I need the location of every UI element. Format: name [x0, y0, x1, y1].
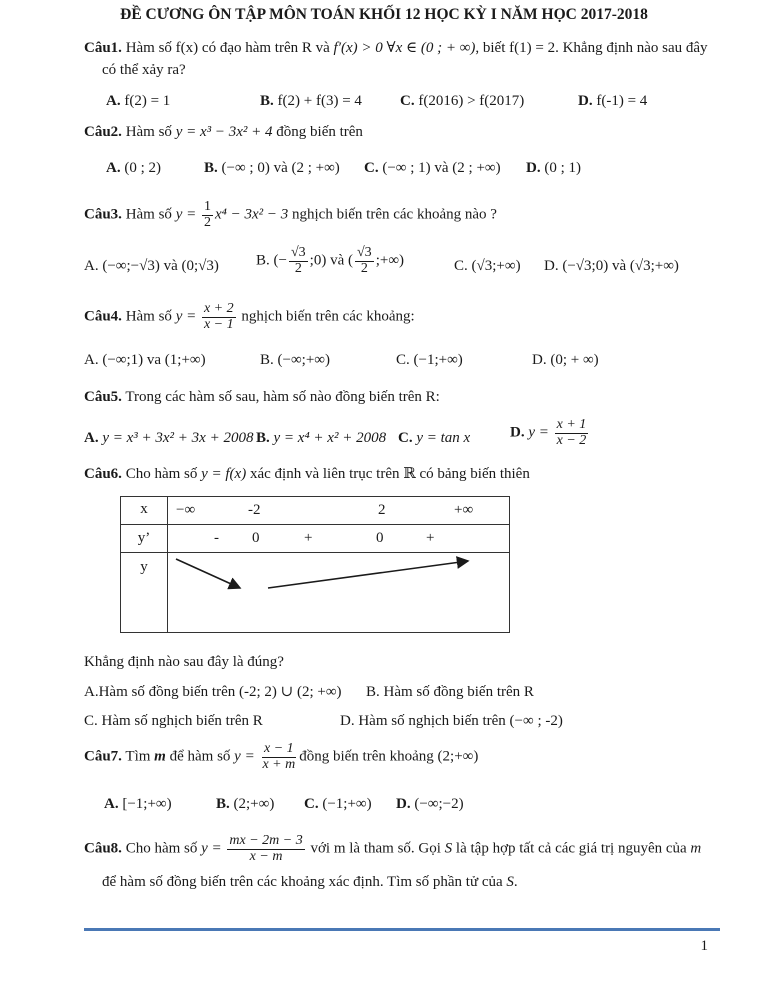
q7-fraction: $\frac{x - 1}{x + m}$ — [262, 741, 296, 772]
page-header: ĐỀ CƯƠNG ÔN TẬP MÔN TOÁN KHỐI 12 HỌC KỲ I NĂM HỌC 2017-2018 — [120, 6, 648, 23]
q3-option-b: B. (− $\frac{√3}{2}$ ;0) và ( $\frac{√3}{2}$ ;+∞) — [256, 245, 405, 276]
q1-option-b: B. f(2) + f(3) = 4 — [260, 93, 362, 109]
q7-stem: Câu7. Tìm m để hàm số y = $\frac{x - 1}{x + m}$ đồng biến trên khoảng (2;+∞) — [84, 741, 479, 772]
q2-option-c: C. (−∞ ; 1) và (2 ; +∞) — [364, 160, 501, 176]
q4-option-d: D. (0; + ∞) — [532, 352, 599, 368]
q6-stem: Câu6. Cho hàm số y = f(x) xác định và liên trục trên ℝ có bảng biến thiên — [84, 466, 530, 482]
q1-text2: , biết f(1) = 2. Khẳng định nào sau đây — [475, 40, 708, 56]
q7-label: Câu7. — [84, 748, 122, 765]
q6-label: Câu6. — [84, 466, 122, 482]
q8-fraction: $\frac{mx - 2m - 3}{x - m}$ — [229, 833, 303, 864]
q7-option-c: C. (−1;+∞) — [304, 796, 372, 812]
q4-option-c: C. (−1;+∞) — [396, 352, 463, 368]
page-number: 1 — [700, 938, 708, 954]
q7-option-a: A. [−1;+∞) — [104, 796, 172, 812]
q2-option-b: B. (−∞ ; 0) và (2 ; +∞) — [204, 160, 340, 176]
q1-option-a: A. f(2) = 1 — [106, 93, 171, 109]
variation-arrows — [168, 553, 508, 633]
q4-stem: Câu4. Hàm số y = $\frac{x + 2}{x - 1}$ nghịch biến trên các khoảng: — [84, 301, 415, 332]
q2-stem: Câu2. Hàm số y = x³ − 3x² + 4 đồng biến trên — [84, 124, 363, 140]
q6-question: Khẳng định nào sau đây là đúng? — [84, 654, 284, 670]
table-sign-row: - 0 + 0 + — [168, 525, 510, 553]
q1-label: Câu1. — [84, 40, 122, 56]
q1-text3: có thể xảy ra? — [102, 62, 186, 78]
q8-stem: Câu8. Cho hàm số y = $\frac{mx - 2m - 3}{x - m}$ với m là tham số. Gọi S là tập hợp tất cả các giá trị nguyên của m — [84, 833, 702, 864]
q8-label: Câu8. — [84, 840, 122, 857]
q1-text1: Hàm số f(x) có đạo hàm trên R và — [125, 40, 330, 56]
q7-option-b: B. (2;+∞) — [216, 796, 275, 812]
q4-label: Câu4. — [84, 308, 122, 325]
q3-option-c: C. (√3;+∞) — [454, 258, 521, 274]
q2-option-a: A. (0 ; 2) — [106, 160, 162, 176]
table-x-values: −∞ -2 2 +∞ — [168, 497, 510, 525]
q5-option-d: D. y = $\frac{x + 1}{x - 2}$ — [510, 417, 587, 448]
q1-stem — [84, 40, 708, 57]
q1-condition: f′(x) > 0 ∀x ∈ (0 ; + ∞) — [333, 40, 476, 56]
table-header-yprime: y’ — [121, 525, 168, 553]
q4-option-b: B. (−∞;+∞) — [260, 352, 330, 368]
q5-stem: Câu5. Trong các hàm số sau, hàm số nào đồng biến trên R: — [84, 389, 440, 405]
q3-stem: Câu3. Hàm số y = $\frac{1}{2}$ x⁴ − 3x² − 3 nghịch biến trên các khoảng nào ? — [84, 199, 497, 230]
q1-option-d: D. f(-1) = 4 — [578, 93, 648, 109]
q8-line2: để hàm số đồng biến trên các khoảng xác định. Tìm số phần tử của S. — [102, 874, 518, 890]
q2-function: y = x³ − 3x² + 4 — [175, 124, 273, 140]
table-header-y: y — [121, 553, 168, 633]
q3-fraction: $\frac{1}{2}$ — [203, 199, 211, 230]
q3-option-d: D. (−√3;0) và (√3;+∞) — [544, 258, 679, 274]
increasing-arrow — [268, 561, 468, 588]
q3-option-a: A. (−∞;−√3) và (0;√3) — [84, 258, 219, 274]
q2-option-d: D. (0 ; 1) — [526, 160, 582, 176]
q5-option-c: C. y = tan x — [398, 430, 471, 446]
q1-option-c: C. f(2016) > f(2017) — [400, 93, 525, 109]
q6-option-d: D. Hàm số nghịch biến trên (−∞ ; -2) — [340, 713, 563, 729]
q4-option-a: A. (−∞;1) va (1;+∞) — [84, 352, 206, 368]
q6-option-c: C. Hàm số nghịch biến trên R — [84, 713, 263, 729]
table-arrow-row — [168, 553, 510, 633]
q3-label: Câu3. — [84, 206, 122, 223]
q5-label: Câu5. — [84, 389, 122, 405]
table-header-x: x — [121, 497, 168, 525]
q6-option-a: A.Hàm số đồng biến trên (-2; 2) ∪ (2; +∞) — [84, 684, 342, 700]
q5-option-b: B. y = x⁴ + x² + 2008 — [256, 430, 387, 446]
q5-option-a: A. y = x³ + 3x² + 3x + 2008 — [84, 430, 254, 446]
q6-option-b: B. Hàm số đồng biến trên R — [366, 684, 534, 700]
q7-option-d: D. (−∞;−2) — [396, 796, 464, 812]
footer-rule — [84, 928, 720, 931]
variation-table — [120, 496, 510, 633]
q2-label: Câu2. — [84, 124, 122, 140]
q4-fraction: $\frac{x + 2}{x - 1}$ — [203, 301, 234, 332]
decreasing-arrow — [176, 559, 240, 588]
